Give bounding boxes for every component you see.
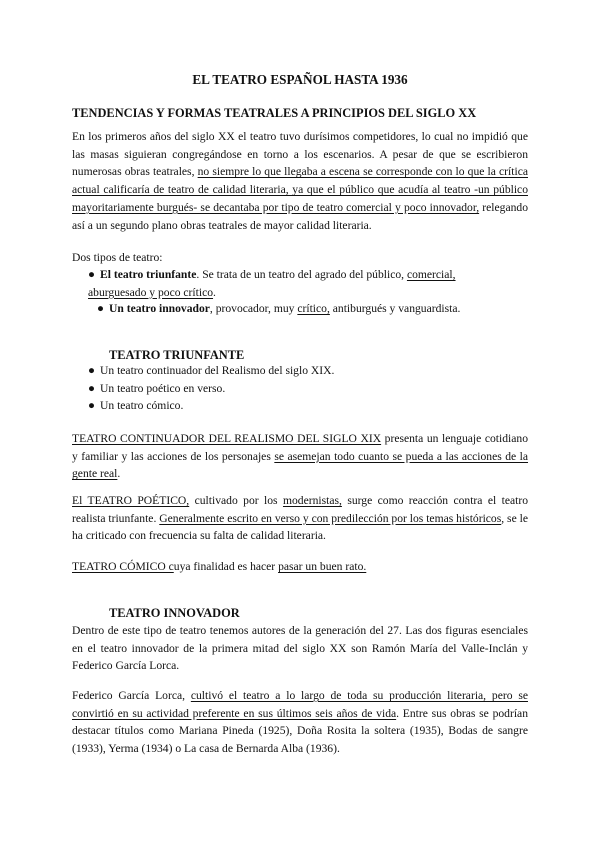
innovador-paragraph: Dentro de este tipo de teatro tenemos autores de la generación del 27. Las dos figuras esenciales en el teatro innovador de la primera mitad del siglo XX son Ramón María del Valle-Inclán y Federico García Lorca.: [72, 624, 528, 673]
poetico-underlined: El TEATRO POÉTICO,: [72, 494, 190, 507]
comico-text: uya finalidad es hacer: [173, 560, 279, 573]
type-item-text: , provocador, muy: [209, 302, 298, 315]
bullet-icon: ●: [88, 364, 96, 377]
poetico-text-2: surge como reacción contra el teatro realista triunfante.: [72, 494, 528, 525]
type-item-bold: Un teatro innovador: [109, 302, 210, 315]
types-lead: Dos tipos de teatro:: [72, 251, 163, 264]
triunfante-list-item: [88, 380, 225, 398]
poetico-paragraph: [72, 492, 528, 545]
section-heading-tendencias: TENDENCIAS Y FORMAS TEATRALES A PRINCIPIOS DEL SIGLO XX: [72, 106, 477, 120]
type-item-triunfante: [88, 266, 488, 301]
section-heading-triunfante: TEATRO TRIUNFANTE: [109, 348, 245, 362]
type-item-underlined: comercial, aburguesado y poco crítico: [88, 268, 456, 299]
realismo-underlined: TEATRO CONTINUADOR DEL REALISMO DEL SIGLO XIX: [72, 432, 382, 445]
lorca-text: Federico García Lorca,: [72, 689, 191, 702]
realismo-underlined-2: se asemejan todo cuanto se pueda a las acciones de la gente real: [72, 449, 529, 481]
poetico-end: , se le ha criticado con frecuencia su falta de calidad literaria.: [72, 511, 528, 543]
list-item-text: Un teatro poético en verso.: [100, 382, 226, 395]
section-heading-innovador: TEATRO INNOVADOR: [109, 606, 240, 620]
bullet-icon: ●: [97, 302, 105, 315]
poetico-text: cultivado por los: [189, 494, 283, 507]
intro-paragraph: [72, 128, 528, 234]
type-item-text: . Se trata de un teatro del agrado del público,: [196, 268, 407, 281]
list-item-text: Un teatro continuador del Realismo del siglo XIX.: [100, 364, 335, 377]
type-item-innovador: [97, 300, 517, 318]
poetico-underlined-3: Generalmente escrito en verso y con predilección por los temas históricos: [159, 511, 502, 525]
comico-underlined: TEATRO CÓMICO c: [72, 560, 174, 573]
bullet-icon: ●: [88, 399, 96, 412]
document-title: EL TEATRO ESPAÑOL HASTA 1936: [192, 72, 408, 87]
lorca-underlined: cultivó el teatro a lo largo de toda su producción literaria, pero se convirtió en su actividad preferente en sus últimos seis años de vida: [72, 689, 528, 720]
comico-paragraph: [72, 558, 528, 576]
comico-underlined-2: pasar un buen rato.: [278, 560, 367, 573]
list-item-text: Un teatro cómico.: [100, 399, 184, 412]
type-item-end: .: [213, 285, 216, 299]
type-item-underlined: crítico,: [297, 302, 330, 315]
type-item-bold: El teatro triunfante: [100, 268, 197, 281]
realismo-text: presenta un lenguaje cotidiano y familiar y las acciones de los personajes: [72, 432, 529, 463]
realismo-end: .: [117, 467, 121, 481]
type-item-end: antiburgués y vanguardista.: [329, 302, 461, 315]
intro-underlined-text: no siempre lo que llegaba a escena se corresponde con lo que la crítica actual calificaría de teatro de calidad literaria, ya que el público que acudía al teatro -un público mayoritariamente burgués- se decantaba por tipo de teatro comercial y poco innovador,: [72, 165, 528, 214]
lorca-paragraph: [72, 687, 528, 758]
intro-text-end: relegando así a un segundo plano obras teatrales de mayor calidad literaria.: [72, 200, 528, 232]
intro-text: En los primeros años del siglo XX el teatro tuvo durísimos competidores, lo cual no impidió que las masas siguieran congregándose en torno a los escenarios. A pesar de que se escribieron numerosas obras teatrales,: [72, 130, 528, 179]
lorca-end: . Entre sus obras se podrían destacar títulos como Mariana Pineda (1925), Doña Rosita la soltera (1935), Bodas de sangre (1933), Yerma (1934) o La casa de Bernarda Alba (1936).: [72, 706, 528, 756]
realismo-paragraph: [72, 430, 528, 483]
bullet-icon: ●: [88, 382, 96, 395]
poetico-underlined-2: modernistas,: [282, 494, 342, 507]
bullet-icon: ●: [88, 268, 96, 281]
triunfante-list-item: [88, 362, 334, 380]
triunfante-list-item: [88, 397, 183, 415]
